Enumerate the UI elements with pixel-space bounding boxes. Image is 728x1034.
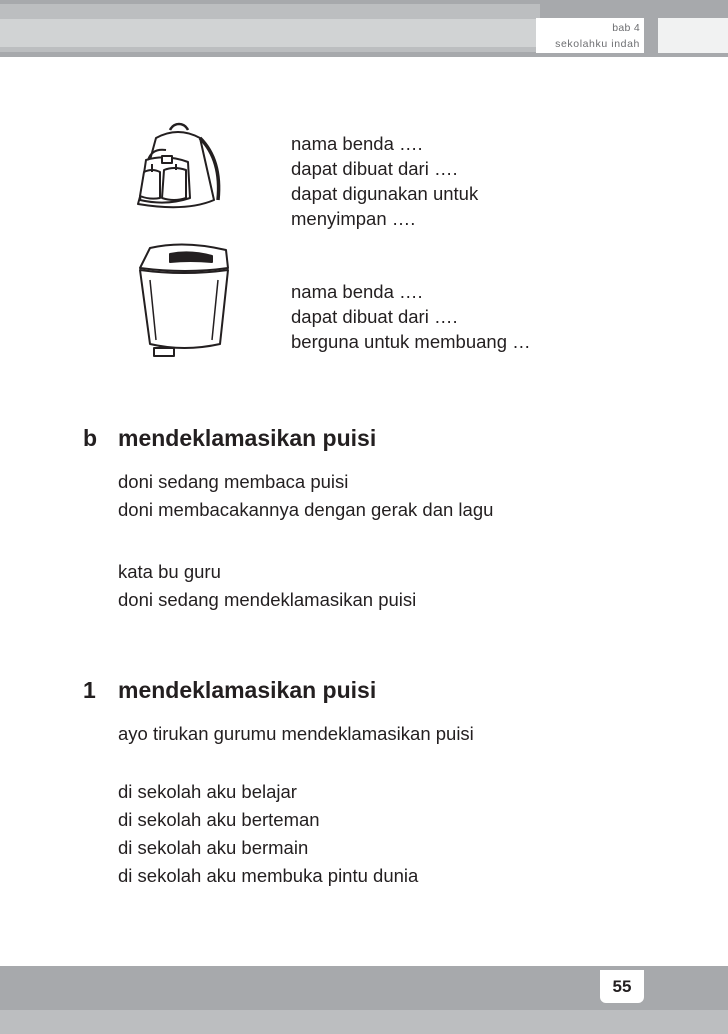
poem-line: di sekolah aku belajar <box>118 781 297 802</box>
text-line: dapat digunakan untuk <box>291 183 479 204</box>
text-line: menyimpan …. <box>291 208 416 229</box>
chapter-title: sekolahku indah <box>555 38 640 50</box>
section-b-paragraph-2 <box>118 558 416 614</box>
text-line: nama benda …. <box>291 281 423 302</box>
section-marker: 1 <box>83 677 96 703</box>
poem-line: di sekolah aku bermain <box>118 837 309 858</box>
text-line: doni membacakannya dengan gerak dan lagu <box>118 499 494 520</box>
poem-line: di sekolah aku berteman <box>118 809 320 830</box>
section-b-heading <box>83 425 376 452</box>
footer-light-strip <box>0 1010 728 1034</box>
section-title: mendeklamasikan puisi <box>118 677 377 703</box>
text-line: nama benda …. <box>291 133 423 154</box>
backpack-icon <box>126 120 226 220</box>
text-line: berguna untuk membuang … <box>291 331 531 352</box>
text-line: dapat dibuat dari …. <box>291 306 458 327</box>
header-light-strip <box>0 19 540 47</box>
header-side-block <box>658 18 728 53</box>
section-b-paragraph-1 <box>118 468 493 524</box>
section-title: mendeklamasikan puisi <box>118 425 377 451</box>
poem-line: di sekolah aku membuka pintu dunia <box>118 865 419 886</box>
section-1-instruction <box>118 720 474 748</box>
text-line: ayo tirukan gurumu mendeklamasikan puisi <box>118 723 474 744</box>
chapter-number: bab 4 <box>612 22 640 34</box>
backpack-description <box>291 131 478 231</box>
poem <box>118 778 418 890</box>
section-marker: b <box>83 425 98 451</box>
trash-bin-icon <box>134 240 234 362</box>
text-line: doni sedang membaca puisi <box>118 471 349 492</box>
page-number: 55 <box>612 977 632 996</box>
text-line: doni sedang mendeklamasikan puisi <box>118 589 417 610</box>
text-line: kata bu guru <box>118 561 221 582</box>
trash-bin-description <box>291 279 531 354</box>
section-1-heading <box>83 677 376 704</box>
text-line: dapat dibuat dari …. <box>291 158 458 179</box>
